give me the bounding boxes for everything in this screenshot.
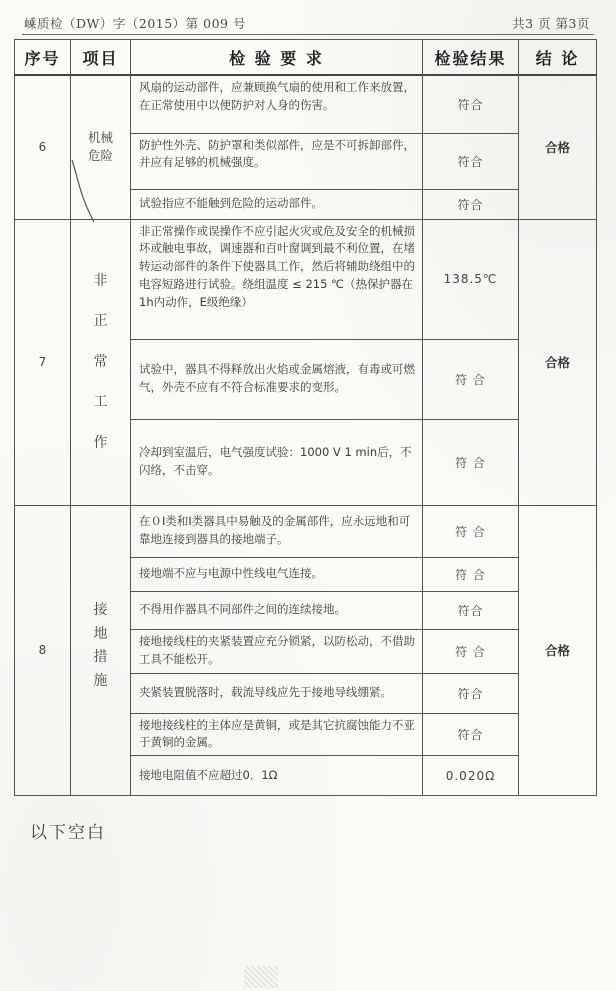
requirement-cell: 夹紧装置脱落时，载流导线应先于接地导线绷紧。	[131, 673, 423, 713]
item-label: 接地措施	[93, 601, 108, 690]
requirement-cell: 接地接线柱的夹紧装置应充分锁紧，以防松动，不借助工具不能松开。	[131, 629, 423, 673]
inspection-table	[14, 39, 597, 796]
result-cell: 符合	[423, 189, 519, 219]
column-header-conclusion: 结 论	[519, 40, 597, 76]
result-cell: 符合	[423, 591, 519, 629]
table-row	[15, 75, 597, 133]
conclusion-cell: 合格	[519, 505, 597, 796]
requirement-cell: 试验指应不能触到危险的运动部件。	[131, 189, 423, 219]
requirement-cell: 接地端不应与电源中性线电气连接。	[131, 557, 423, 591]
pen-mark	[64, 156, 104, 226]
column-header-requirement: 检 验 要 求	[131, 40, 423, 76]
result-cell: 符合	[423, 75, 519, 133]
document-code: 嵊质检（DW）字（2015）第 009 号	[24, 16, 246, 31]
requirement-cell: 试验中，器具不得释放出火焰或金属熔液，有毒或可燃气，外壳不应有不符合标准要求的变形。	[131, 339, 423, 419]
row-number: 7	[15, 219, 71, 505]
item-label: 机械危险	[87, 129, 113, 164]
column-header-no: 序号	[15, 40, 71, 76]
requirement-cell: 防护性外壳、防护罩和类似部件，应是不可拆卸部件，并应有足够的机械强度。	[131, 133, 423, 189]
column-header-item: 项目	[71, 40, 131, 76]
end-of-content-note: 以下空白	[30, 823, 106, 843]
result-cell: 符合	[423, 133, 519, 189]
result-cell: 0.020Ω	[423, 756, 519, 796]
result-cell: 符合	[423, 713, 519, 756]
page-info: 共3 页 第3页	[512, 16, 590, 31]
row-number: 6	[15, 75, 71, 219]
requirement-cell: 接地电阻值不应超过0．1Ω	[131, 756, 423, 796]
requirement-cell: 接地接线柱的主体应是黄铜，或是其它抗腐蚀能力不亚于黄铜的金属。	[131, 713, 423, 756]
document-header	[22, 6, 594, 32]
item-label: 非正常工作	[93, 272, 108, 451]
row-number: 8	[15, 505, 71, 796]
column-header-result: 检验结果	[423, 40, 519, 76]
item-name	[71, 219, 131, 505]
item-name	[71, 505, 131, 796]
conclusion-cell: 合格	[519, 75, 597, 219]
stamp-fragment	[244, 966, 278, 988]
result-cell: 符 合	[423, 557, 519, 591]
result-cell: 138.5℃	[423, 219, 519, 339]
result-cell: 符合	[423, 673, 519, 713]
table-header-row	[15, 40, 597, 76]
result-cell: 符 合	[423, 505, 519, 557]
table-row	[15, 505, 597, 557]
result-cell: 符 合	[423, 419, 519, 505]
requirement-cell: 冷却到室温后，电气强度试验：1000 V 1 min后，不闪络，不击穿。	[131, 419, 423, 505]
table-row	[15, 219, 597, 339]
requirement-cell: 不得用作器具不同部件之间的连续接地。	[131, 591, 423, 629]
result-cell: 符 合	[423, 339, 519, 419]
requirement-cell: 非正常操作或误操作不应引起火灾或危及安全的机械损坏或触电事故，调速器和百叶窗调到最不利位置，在堵转运动部件的条件下使器具工作，然后将辅助绕组中的电容短路进行试验。绕组温度 ≤ 215 ℃（热保护器在1h内动作，E级绝缘）	[131, 219, 423, 339]
requirement-cell: 在０Ⅰ类和Ⅰ类器具中易触及的金属部件，应永远地和可靠地连接到器具的接地端子。	[131, 505, 423, 557]
conclusion-cell: 合格	[519, 219, 597, 505]
header-rule	[22, 34, 594, 35]
requirement-cell: 风扇的运动部件，应兼顾换气扇的使用和工作来放置，在正常使用中以便防护对人身的伤害。	[131, 75, 423, 133]
result-cell: 符 合	[423, 629, 519, 673]
